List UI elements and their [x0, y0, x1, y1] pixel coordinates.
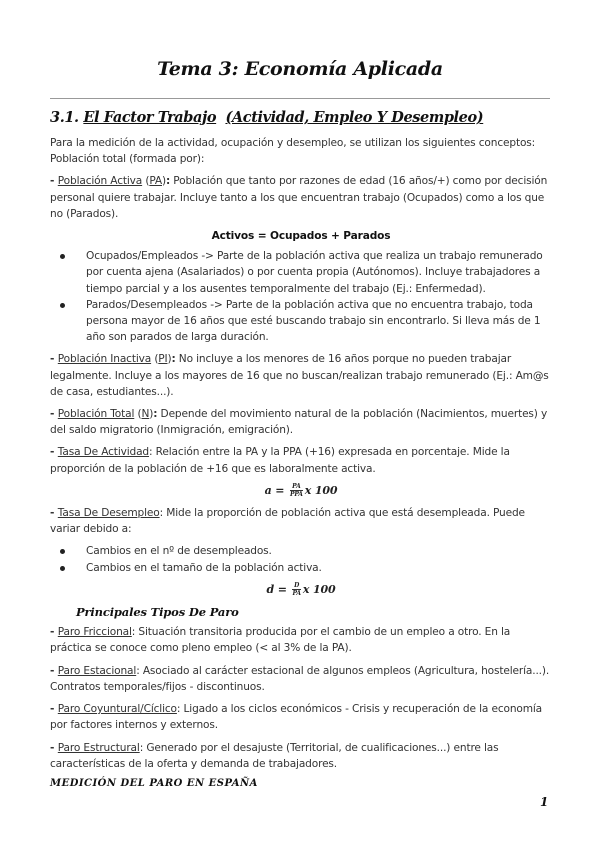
td-bullet-list: [50, 543, 552, 575]
definition-poblacion-inactiva: - Población Inactiva (PI): No incluye a los menores de 16 años porque no pueden trabajar legalmente. Incluye a los mayores de 16 que no buscan/realizan trabajo remunerado (Ej.: Am@s de casa, estudiantes...).: [50, 353, 549, 398]
paro-type: - Paro Estacional: Asociado al carácter estacional de algunos empleos (Agricultura, hostelería...). Contratos temporales/fijos - discontinuos.: [50, 664, 550, 693]
paro-type: - Paro Estructural: Generado por el desajuste (Territorial, de cualificaciones...) entre las características de la oferta y demanda de trabajadores.: [50, 741, 499, 770]
term: Población Activa: [57, 175, 143, 188]
document-body: [50, 135, 552, 792]
intro-paragraph: Para la medición de la actividad, ocupación y desempleo, se utilizan los siguientes conceptos: Población total (formada por):: [50, 137, 536, 166]
formula-tasa-actividad: a = $\frac{PA}{\text{PPA}}$ x 100: [264, 483, 338, 499]
definition-tasa-desempleo: - Tasa De Desempleo: Mide la proporción de población activa que está desempleada. Puede variar debido a:: [50, 507, 525, 536]
next-section-heading: MEDICIÓN DEL PARO EN ESPAÑA: [50, 777, 258, 789]
paro-type: - Paro Coyuntural/Cíclico: Ligado a los ciclos económicos - Crisis y recuperación de la economía por factores internos y externos.: [50, 703, 543, 732]
document-title: Tema 3: Economía Aplicada: [157, 58, 443, 80]
term: Paro Friccional: [57, 626, 132, 639]
fraction: $\frac{D}{PA}$: [292, 582, 301, 598]
definition-poblacion-activa: - Población Activa (PA): Población que tanto por razones de edad (16 años/+) como por decisión personal quiere trabajar. Incluye tanto a los que encuentran trabajo (Ocupados) como a los que no (Parados).: [50, 175, 548, 220]
description: No incluye a los menores de 16 años porque no pueden trabajar legalmente. Incluye a los mayores de 16 que no buscan/realizan trabajo remunerado (Ej.: Am@s de casa, estudiantes...).: [50, 353, 549, 398]
term: Tasa De Desempleo: [57, 507, 160, 520]
title-divider: [50, 98, 550, 99]
pa-bullet-list: [50, 248, 552, 345]
list-item: Ocupados/Empleados -> Parte de la población activa que realiza un trabajo remunerado por cuenta ajena (Asalariados) o por cuenta propia (Autónomos). Incluye trabajadores a tiempo parcial y a los ausentes temporalmente del trabajo (Ej.: Enfermedad).: [86, 248, 552, 297]
page-number: 1: [540, 795, 549, 809]
definition-tasa-actividad: - Tasa De Actividad: Relación entre la PA y la PPA (+16) expresada en porcentaje. Mide la proporción de la población de +16 que es laboralmente activa.: [50, 446, 510, 475]
description: Relación entre la PA y la PPA (+16) expresada en porcentaje. Mide la proporción de la población de +16 que es laboralmente activa.: [50, 446, 510, 475]
section-heading: [50, 109, 483, 126]
term: Tasa De Actividad: [57, 446, 150, 459]
list-item: Parados/Desempleados -> Parte de la población activa que no encuentra trabajo, toda persona mayor de 16 años que esté buscando trabajo sin encontrarlo. Si lleva más de 1 año son parados de larga duración.: [86, 297, 552, 346]
term: Paro Estructural: [57, 741, 140, 754]
definition-poblacion-total: - Población Total (N): Depende del movimiento natural de la población (Nacimientos, muertes) y del saldo migratorio (Inmigración, emigración).: [50, 408, 548, 437]
term: Población Inactiva: [57, 353, 152, 366]
subsection-heading: Principales Tipos De Paro: [76, 605, 239, 620]
section-number: 3.1.: [50, 109, 79, 126]
description: Depende del movimiento natural de la población (Nacimientos, muertes) y del saldo migratorio (Inmigración, emigración).: [50, 408, 548, 437]
list-item: Cambios en el tamaño de la población activa.: [86, 560, 552, 576]
paro-type: - Paro Friccional: Situación transitoria producida por el cambio de un empleo a otro. En la práctica se conoce como pleno empleo (< al 3% de la PA).: [50, 626, 511, 655]
equation: Activos = Ocupados + Parados: [211, 230, 391, 243]
abbr: PA: [149, 175, 162, 188]
section-subtitle: (Actividad, Empleo Y Desempleo): [225, 109, 484, 126]
fraction: $\frac{PA}{\text{PPA}}$: [290, 483, 303, 499]
term: Paro Coyuntural/Cíclico: [57, 703, 177, 716]
term: Paro Estacional: [57, 664, 137, 677]
abbr: N: [141, 408, 150, 421]
description: Población que tanto por razones de edad (16 años/+) como por decisión personal quiere trabajar. Incluye tanto a los que encuentran trabajo (Ocupados) como a los que no (Parados).: [50, 175, 548, 220]
term: Población Total: [57, 408, 135, 421]
abbr: PI: [158, 353, 168, 366]
section-title: El Factor Trabajo: [83, 109, 217, 126]
formula-tasa-desempleo: d = $\frac{D}{PA}$ x 100: [266, 582, 336, 598]
list-item: Cambios en el nº de desempleados.: [86, 543, 552, 559]
description: Mide la proporción de población activa que está desempleada. Puede variar debido a:: [50, 507, 525, 536]
